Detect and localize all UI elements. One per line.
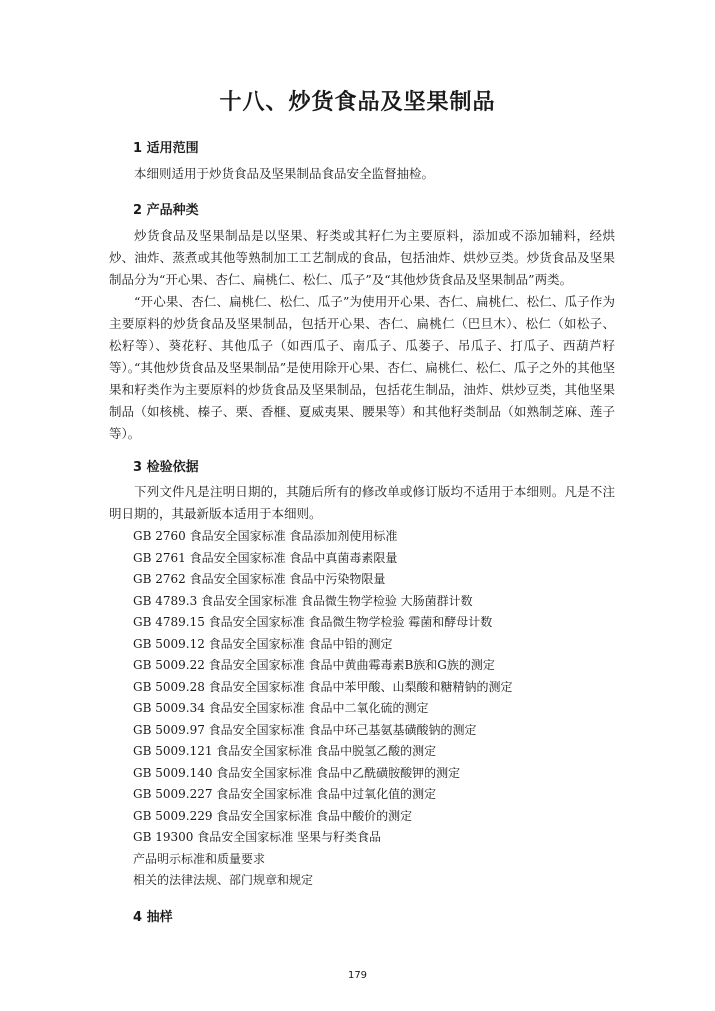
reference-item: 相关的法律法规、部门规章和规定 xyxy=(133,873,314,887)
reference-item: GB 4789.15 食品安全国家标准 食品微生物学检验 霉菌和酵母计数 xyxy=(133,615,493,629)
reference-item: GB 5009.140 食品安全国家标准 食品中乙酰磺胺酸钾的测定 xyxy=(133,765,461,780)
section-heading-types: 2 产品种类 xyxy=(133,203,199,218)
reference-item: GB 5009.121 食品安全国家标准 食品中脱氢乙酸的测定 xyxy=(133,744,437,758)
reference-item: GB 5009.28 食品安全国家标准 食品中苯甲酸、山梨酸和糖精钠的测定 xyxy=(133,679,513,694)
reference-item: GB 5009.12 食品安全国家标准 食品中铅的测定 xyxy=(133,636,393,651)
reference-item: GB 4789.3 食品安全国家标准 食品微生物学检验 大肠菌群计数 xyxy=(133,593,473,608)
reference-item: GB 5009.229 食品安全国家标准 食品中酸价的测定 xyxy=(133,808,413,823)
reference-item: GB 2761 食品安全国家标准 食品中真菌毒素限量 xyxy=(133,550,398,565)
reference-item: 产品明示标准和质量要求 xyxy=(133,851,266,866)
page-title: 十八、炒货食品及坚果制品 xyxy=(219,89,496,115)
paragraph-types-2: “开心果、杏仁、扁桃仁、松仁、瓜子”为使用开心果、杏仁、扁桃仁、松仁、瓜子作为主要原料的炒货食品及坚果制品，包括开心果、杏仁、扁桃仁（巴旦木）、松仁（如松子、松籽等）、葵花籽、其他瓜子（如西瓜子、南瓜子、瓜蒌子、吊瓜子、打瓜子、西葫芦籽等）。 xyxy=(109,294,615,375)
paragraph-basis: 下列文件凡是注明日期的，其随后所有的修改单或修订版均不适用于本细则。凡是不注明日期的，其最新版本适用于本细则。 xyxy=(109,484,615,521)
section-heading-scope: 1 适用范围 xyxy=(133,141,199,156)
section-heading-sampling: 4 抽样 xyxy=(133,910,173,925)
reference-item: GB 5009.227 食品安全国家标准 食品中过氧化值的测定 xyxy=(133,787,437,801)
reference-item: GB 2760 食品安全国家标准 食品添加剂使用标准 xyxy=(133,529,398,543)
reference-item: GB 5009.22 食品安全国家标准 食品中黄曲霉毒素B族和G族的测定 xyxy=(133,658,495,672)
reference-item: GB 5009.34 食品安全国家标准 食品中二氧化硫的测定 xyxy=(133,701,429,715)
section-heading-basis: 3 检验依据 xyxy=(133,460,199,475)
page-number: 179 xyxy=(347,970,368,981)
paragraph-types-1: 炒货食品及坚果制品是以坚果、籽类或其籽仁为主要原料，添加或不添加辅料，经烘炒、油炸、蒸煮或其他等熟制加工工艺制成的食品，包括油炸、烘炒豆类。炒货食品及坚果制品分为“开心果、杏仁、扁桃仁、松仁、瓜子”及“其他炒货食品及坚果制品”两类。 xyxy=(109,228,615,287)
paragraph-types-3: “其他炒货食品及坚果制品”是使用除开心果、杏仁、扁桃仁、松仁、瓜子之外的其他坚果和籽类作为主要原料的炒货食品及坚果制品，包括花生制品，油炸、烘炒豆类，其他坚果制品（如核桃、榛子、栗、香榧、夏威夷果、腰果等）和其他籽类制品（如熟制芝麻、莲子等）。 xyxy=(109,360,615,441)
reference-item: GB 2762 食品安全国家标准 食品中污染物限量 xyxy=(133,572,386,586)
reference-item: GB 5009.97 食品安全国家标准 食品中环己基氨基磺酸钠的测定 xyxy=(133,722,477,737)
paragraph-scope: 本细则适用于炒货食品及坚果制品食品安全监督抽检。 xyxy=(134,166,435,181)
reference-item: GB 19300 食品安全国家标准 坚果与籽类食品 xyxy=(133,830,382,844)
